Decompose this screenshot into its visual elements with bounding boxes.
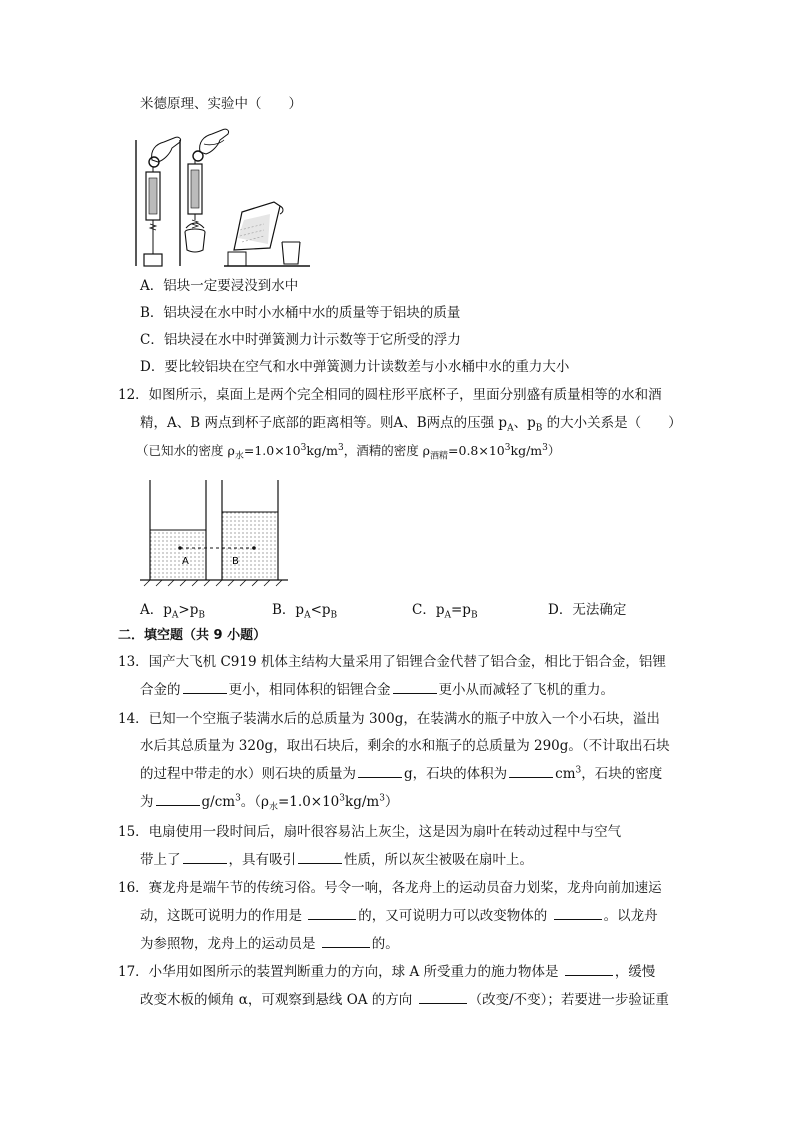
- q12-line-3: （已知水的密度 $\rho_水=1.0\times 10^3kg/m^3$，酒精的密度 $\rho_{酒精}=0.8\times 10^3kg/m^3$）: [136, 442, 561, 462]
- q16-line-3: 为参照物，龙舟上的运动员是 的。: [140, 936, 399, 952]
- q14-blank-volume[interactable]: [509, 764, 553, 778]
- q13-line-1: 13．国产大飞机 C919 机体主结构大量采用了铝锂合金代替了铝合金，相比于铝合金，铝锂: [118, 654, 666, 670]
- q12-option-c: C．$p_A=p_B$: [412, 602, 478, 621]
- q12-point-b-label: B: [232, 556, 239, 567]
- q12-option-d: D．无法确定: [548, 602, 627, 618]
- q16-line-1: 16．赛龙舟是端午节的传统习俗。号令一响，各龙舟上的运动员奋力划桨，龙舟向前加速运: [118, 880, 662, 896]
- q17-line-1: 17．小华用如图所示的装置判断重力的方向，球 A 所受重力的施力物体是 ，缓慢: [118, 964, 656, 980]
- q16-blank-1[interactable]: [308, 906, 356, 920]
- q11-option-a: A．铝块一定要浸没到水中: [140, 278, 299, 294]
- q15-line-2: 带上了 ，具有吸引 性质，所以灰尘被吸在扇叶上。: [140, 852, 533, 868]
- q15-line-1: 15．电扇使用一段时间后，扇叶很容易沾上灰尘，这是因为扇叶在转动过程中与空气: [118, 824, 622, 840]
- q13-line-2: 合金的 更小，相同体积的铝锂合金 更小从而减轻了飞机的重力。: [140, 682, 614, 698]
- q12-option-a: A．$p_A>p_B$: [140, 602, 205, 621]
- q14-line-3: 的过程中带走的水）则石块的质量为 g，石块的体积为 $cm^3$，石块的密度: [140, 765, 663, 782]
- q11-stem-tail: 米德原理、实验中（ ）: [140, 96, 302, 112]
- q13-blank-2[interactable]: [393, 680, 437, 694]
- q11-option-d: D．要比较铝块在空气和水中弹簧测力计读数差与小水桶中水的重力大小: [140, 359, 570, 375]
- q12-option-b: B．$p_A<p_B$: [272, 602, 338, 621]
- q17-blank-1[interactable]: [565, 962, 613, 976]
- q11-option-c: C．铝块浸在水中时弹簧测力计示数等于它所受的浮力: [140, 332, 461, 348]
- q12-cups-figure: [138, 476, 288, 590]
- q15-blank-1[interactable]: [183, 850, 227, 864]
- q12-line-2: 精，A、B 两点到杯子底部的距离相等。则A、B两点的压强 $p_A$、$p_B$ 的大小关系是（ ）: [140, 415, 682, 434]
- q14-line-4: 为 $g/cm^3$。$(\rho_水=1.0\times 10^3kg/m^3)$: [140, 793, 399, 813]
- q14-blank-mass[interactable]: [358, 764, 402, 778]
- q17-blank-2[interactable]: [419, 990, 467, 1004]
- q14-line-2: 水后其总质量为 320g，取出石块后，剩余的水和瓶子的总质量为 290g。（不计取出石块: [140, 738, 670, 754]
- q16-blank-2[interactable]: [554, 906, 602, 920]
- q11-option-b: B．铝块浸在水中时小水桶中水的质量等于铝块的质量: [140, 305, 461, 321]
- q11-experiment-figure: [130, 120, 320, 268]
- q14-line-1: 14．已知一个空瓶子装满水后的总质量为 300g，在装满水的瓶子中放入一个小石块，溢出: [118, 711, 660, 727]
- q14-blank-density[interactable]: [156, 792, 200, 806]
- q12-point-a-label: A: [182, 556, 189, 567]
- q15-blank-2[interactable]: [298, 850, 342, 864]
- q17-line-2: 改变木板的倾角 α，可观察到悬线 OA 的方向 （改变/不变）；若要进一步验证重: [140, 992, 669, 1008]
- q16-blank-3[interactable]: [322, 934, 370, 948]
- q16-line-2: 动，这既可说明力的作用是 的，又可说明力可以改变物体的 。以龙舟: [140, 908, 658, 924]
- q13-blank-1[interactable]: [183, 680, 227, 694]
- q12-line-1: 12．如图所示，桌面上是两个完全相同的圆柱形平底杯子，里面分别盛有质量相等的水和酒: [118, 387, 662, 403]
- section-title: 二．填空题（共 9 小题）: [118, 628, 267, 643]
